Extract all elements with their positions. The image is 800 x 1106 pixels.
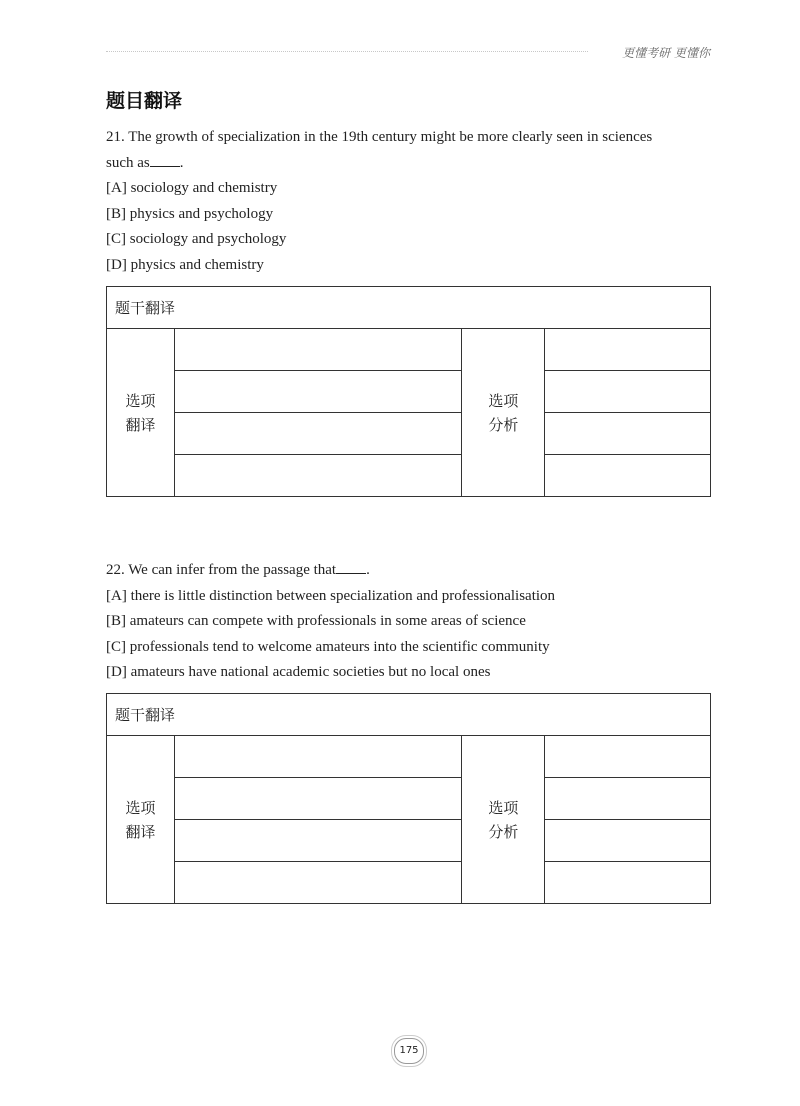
translation-cell[interactable]	[174, 862, 461, 904]
option-a: [A] there is little distinction between specialization and professionalisation	[106, 587, 556, 604]
analysis-cell[interactable]	[545, 820, 711, 862]
analysis-cell[interactable]	[545, 371, 711, 413]
question-22	[106, 558, 716, 686]
option-analysis-label: 选项 分析	[462, 736, 545, 904]
option-a: [A] sociology and chemistry	[106, 180, 278, 196]
translation-cell[interactable]	[174, 371, 461, 413]
option-translation-label: 选项 翻译	[107, 329, 175, 497]
option-b: [B] amateurs can compete with professionals in some areas of science	[106, 613, 526, 629]
stem-translation-label: 题干翻译	[107, 287, 711, 329]
option-b: [B] physics and psychology	[106, 205, 274, 222]
analysis-cell[interactable]	[545, 413, 711, 455]
header-divider	[106, 51, 588, 52]
analysis-cell[interactable]	[545, 862, 711, 904]
section-title: 题目翻译	[106, 90, 183, 112]
option-c: [C] sociology and psychology	[106, 231, 287, 247]
question-stem-cont: such as .	[106, 151, 716, 177]
translation-cell[interactable]	[174, 736, 461, 778]
analysis-cell[interactable]	[545, 736, 711, 778]
analysis-cell[interactable]	[545, 329, 711, 371]
analysis-cell[interactable]	[545, 455, 711, 497]
answer-blank	[336, 559, 366, 574]
answer-blank	[150, 152, 180, 167]
option-analysis-label: 选项 分析	[462, 329, 545, 497]
question-stem: 22. We can infer from the passage that .	[106, 558, 716, 584]
translation-cell[interactable]	[174, 778, 461, 820]
translation-cell[interactable]	[174, 455, 461, 497]
option-d: [D] amateurs have national academic societies but no local ones	[106, 664, 491, 680]
question-21	[106, 125, 716, 278]
option-c: [C] professionals tend to welcome amateurs into the scientific community	[106, 638, 550, 655]
option-translation-label: 选项 翻译	[107, 736, 175, 904]
stem-translation-label: 题干翻译	[107, 694, 711, 736]
page-number: 175	[394, 1038, 424, 1064]
question-stem: 21. The growth of specialization in the 19th century might be more clearly seen in sciences	[106, 129, 653, 145]
analysis-cell[interactable]	[545, 778, 711, 820]
translation-table-21	[106, 286, 711, 497]
translation-cell[interactable]	[174, 413, 461, 455]
translation-cell[interactable]	[174, 820, 461, 862]
option-d: [D] physics and chemistry	[106, 256, 264, 273]
translation-cell[interactable]	[174, 329, 461, 371]
translation-table-22	[106, 693, 711, 904]
header-slogan: 更懂考研 更懂你	[622, 46, 710, 60]
